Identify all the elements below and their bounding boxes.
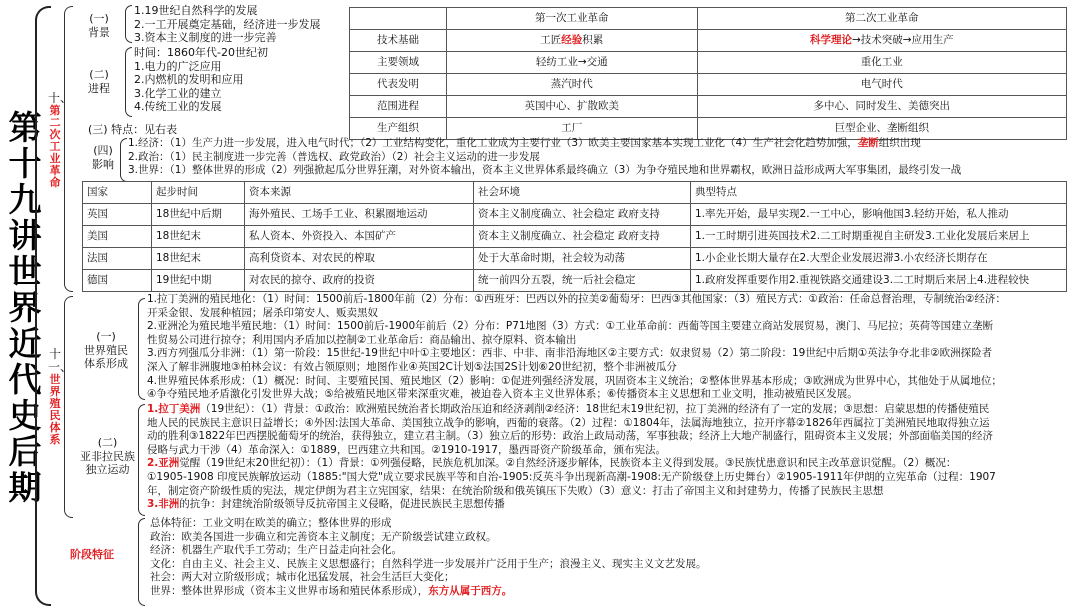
- stage-feature-line: 总体特征：工业文明在欧美的确立；整体世界的形成: [150, 517, 392, 529]
- independence-text: （19世纪）：（1）背景：①政治：欧洲殖民统治者长期政治压迫和经济剥削②经济：18世纪末19世纪初，拉丁美洲的经济有了一定的发展；③思想：启蒙思想的传播使殖民: [200, 403, 990, 415]
- impact-text: 1.经济：（1）生产力进一步发展，进入电气时代；（2）工业结构变化，重化工业成为主要行业（3）欧美主要国家基本实现工业化（4）生产社会化趋势加强，: [128, 137, 858, 149]
- independence-highlight: 2.亚洲: [147, 457, 180, 470]
- table-header: 典型特点: [691, 182, 1067, 204]
- stage-feature-line: 政治：欧美各国进一步确立和完善资本主义制度；无产阶级尝试建立政权。: [150, 530, 497, 543]
- background-label: (一) 背景: [88, 12, 110, 39]
- table-header: 国家: [83, 182, 152, 204]
- table-cell: 美国: [83, 226, 152, 248]
- independence-line: ①1905-1908 印度民族解放运动（1885:"国大党"成立要求民族平等和自治-1905:反英斗争出现新高潮-1908:无产阶级登上历史舞台）②1905-1911年伊朗的立宪革命（过程：1907: [147, 470, 996, 483]
- table-header: 资本来源: [245, 182, 474, 204]
- stage-features-list: [150, 517, 707, 599]
- independence-line: [147, 498, 996, 512]
- section-11-title: 世界殖民体系: [49, 373, 61, 446]
- stage-feature-line: 经济：机器生产取代手工劳动；生产日益走向社会化。: [150, 544, 402, 557]
- cell-text: 积累: [582, 33, 604, 46]
- table-cell: 巨型企业、垄断组织: [697, 118, 1066, 140]
- progress-item: 2.内燃机的发明和应用: [134, 73, 244, 86]
- section-11-label: [48, 347, 73, 446]
- independence-line: [147, 457, 996, 471]
- table-row: [83, 270, 1067, 292]
- stage-feature-text: 世界：整体世界形成（资本主义世界市场和殖民体系形成），: [150, 584, 429, 597]
- stage-feature-line: 文化：自由主义、社会主义、民族主义思想盛行；自然科学进一步发展并广泛用于生产；浪漫主义、现实主义文艺发展。: [150, 557, 707, 570]
- table-cell: 蒸汽时代: [447, 74, 698, 96]
- table-cell: 19世纪中期: [152, 270, 245, 292]
- table-cell: [447, 30, 698, 52]
- table-cell: 私人资本、外资投入、本国矿产: [245, 226, 474, 248]
- impact-economy: [128, 137, 961, 151]
- table-row: [350, 96, 1067, 118]
- table-cell: 处于大革命时期，社会较为动荡: [474, 248, 691, 270]
- background-list: [134, 4, 321, 45]
- independence-line: 地人民的民族民主意识日益增长；④外因:法国大革命、美国独立战争的影响，西葡的衰落。（2）过程：①1804年，法属海地独立，拉开序幕②1826年西属拉丁美洲殖民地取得独立运: [147, 416, 990, 429]
- independence-highlight: 1.拉丁美洲: [147, 403, 201, 415]
- background-brace: [125, 5, 132, 43]
- colonial-formation-line: 2.亚洲沦为殖民地半殖民地：（1）时间：1500前后-1900年前后（2）分布：P71地图（3）方式：①工业革命前：西葡等国主要建立商站发展贸易，澳门、马尼拉；英荷等国建立垄断: [147, 320, 994, 333]
- table-cell: 电气时代: [697, 74, 1066, 96]
- progress-item: 3.化学工业的建立: [134, 86, 222, 100]
- progress-item: 4.传统工业的发展: [134, 100, 222, 113]
- section-11-number: 十一、: [48, 347, 73, 374]
- country-industrialization-table: [82, 181, 1067, 292]
- table-cell: 1.小企业长期大量存在2.大型企业发展迟滞3.小农经济长期存在: [691, 248, 1067, 270]
- table-row: [350, 74, 1067, 96]
- stage-feature-highlight: 东方从属于西方。: [428, 584, 513, 597]
- table-cell: 高利贷资本、对农民的榨取: [245, 248, 474, 270]
- impact-brace: [120, 138, 127, 182]
- colonial-formation-line: 4.世界殖民体系形成：（1）概况：时间、主要殖民国、殖民地区（2）影响：①促进列强经济发展，巩固资本主义统治；②整体世界基本形成；③欧洲成为世界中心，其他处于从属地位；: [147, 374, 1002, 387]
- colonial-formation-list: [147, 293, 1006, 402]
- independence-text: 的抗争：封建统治阶级领导反抗帝国主义侵略，促进民族民主思想传播: [179, 498, 505, 511]
- table-cell: 资本主义制度确立、社会稳定 政府支持: [474, 204, 691, 226]
- background-item: 2.一工开展奠定基础，经济进一步发展: [134, 17, 321, 31]
- colonial-formation-line: 深入了解非洲腹地③柏林会议：有效占领原则；地图作业④英国2C计划⑤法国2S计划⑥20世纪初，整个非洲被瓜分: [147, 360, 677, 373]
- progress-list: [134, 46, 268, 114]
- cell-highlight: 经验: [561, 33, 583, 46]
- table-cell: 多中心、同时发生、美德突出: [697, 96, 1066, 118]
- row-label: 主要领域: [350, 52, 447, 74]
- colonial-formation-line: ④争夺殖民地矛盾激化引发世界大战；⑤给被殖民地区带来深重灾难，被迫卷入资本主义世界体系；⑥传播资本主义思想和工业文明，推动被殖民区发展。: [147, 388, 858, 401]
- stage-features-label: 阶段特征: [70, 548, 114, 561]
- colonial-formation-line: 3.西方列强瓜分非洲：（1）第一阶段：15世纪-19世纪中叶①主要地区：西非、中非、南非沿海地区②主要方式：奴隶贸易（2）第二阶段：19世纪中后期①英法争夺北非②欧洲探险者: [147, 347, 993, 360]
- progress-item: 1.电力的广泛应用: [134, 59, 222, 73]
- cell-text: 工匠: [540, 33, 562, 46]
- independence-highlight: 3.非洲: [147, 498, 180, 511]
- impact-list: [128, 137, 961, 178]
- independence-label: (二) 亚非拉民族 独立运动: [80, 436, 135, 476]
- colonial-formation-brace: [138, 298, 145, 400]
- background-item: 3.资本主义制度的进一步完善: [134, 31, 277, 44]
- section-10-title: 第二次工业革命: [49, 104, 61, 189]
- table-header: 社会环境: [474, 182, 691, 204]
- table-cell: 英国中心、扩散欧美: [447, 96, 698, 118]
- table-row: [350, 52, 1067, 74]
- independence-line: [147, 403, 996, 417]
- table-cell: 1.一工时期引进英国技术2.二工时期重视自主研发3.工业化发展后来居上: [691, 226, 1067, 248]
- section-10-label: [48, 91, 73, 189]
- table-header: 起步时间: [152, 182, 245, 204]
- independence-brace: [138, 404, 145, 516]
- table-cell: 18世纪末: [152, 248, 245, 270]
- cell-text: →技术突破→应用生产: [851, 33, 954, 46]
- table-cell: 工厂: [447, 118, 698, 140]
- row-label: 范围进程: [350, 96, 447, 118]
- impact-text: 组织出现: [878, 137, 921, 149]
- stage-feature-world: [150, 585, 707, 599]
- colonial-formation-line: 1.拉丁美洲的殖民地化：（1）时间：1500前后-1800年前（2）分布：①西班牙：巴西以外的拉美②葡萄牙：巴西③其他国家：（3）殖民方式：①政治：任命总督治理，专制统治②经济：: [147, 293, 1006, 305]
- table-row: [83, 204, 1067, 226]
- features-text: (三) 特点：见右表: [88, 123, 178, 136]
- table-cell: 轻纺工业→交通: [447, 52, 698, 74]
- progress-brace: [125, 47, 132, 117]
- independence-line: 侵略与武力干涉（4）革命深入：①1889，巴西建立共和国。②1910-1917，墨西哥资产阶级革命，颁布宪法。: [147, 443, 666, 456]
- table-cell: 对农民的掠夺、政府的投资: [245, 270, 474, 292]
- table-row: [350, 30, 1067, 52]
- progress-time: 时间：1860年代-20世纪初: [134, 46, 268, 59]
- table-cell: 资本主义制度确立、社会稳定 政府支持: [474, 226, 691, 248]
- table-header: 第二次工业革命: [697, 8, 1066, 30]
- table-header: [350, 8, 447, 30]
- independence-line: 动的胜利③1822年巴西摆脱葡萄牙的统治，获得独立，建立君主制。（3）独立后的形势：政治上政局动荡，军事独裁；经济上大地产制盛行，阻碍资本主义发展；外部面临美国的经济: [147, 430, 994, 443]
- progress-label: (二) 进程: [88, 68, 110, 95]
- colonial-formation-line: 性贸易公司进行掠夺；利用国内矛盾加以控制②工业革命后：商品输出、掠夺原料、资本输出: [147, 333, 577, 346]
- independence-text: 觉醒（19世纪末20世纪初）：（1）背景：①列强侵略，民族危机加深。②自然经济逐步解体，民族资本主义得到发展。③民族忧患意识和民主改革意识觉醒。（2）概况：: [179, 457, 957, 470]
- table-cell: 法国: [83, 248, 152, 270]
- impact-highlight: 垄断: [857, 137, 879, 149]
- table-cell: 海外殖民、工场手工业、积累圈地运动: [245, 204, 474, 226]
- industrial-revolution-comparison-table: [349, 7, 1067, 140]
- table-row: [83, 226, 1067, 248]
- table-cell: 统一前四分五裂，统一后社会稳定: [474, 270, 691, 292]
- independence-list: [147, 403, 996, 512]
- table-cell: 重化工业: [697, 52, 1066, 74]
- impact-world: 3.世界：（1）整体世界的形成（2）列强掀起瓜分世界狂潮，对外资本输出，资本主义世界体系最终确立（3）为争夺殖民地和世界霸权，欧洲日益形成两大军事集团，最终引发一战: [128, 164, 962, 177]
- section-11-brace: [64, 296, 73, 518]
- table-cell: 18世纪中后期: [152, 204, 245, 226]
- table-cell: 英国: [83, 204, 152, 226]
- table-cell: [697, 30, 1066, 52]
- colonial-formation-line: 开采金银、发展种植园；屠杀印第安人、贩卖黑奴: [147, 306, 378, 319]
- impact-label: (四) 影响: [92, 144, 114, 171]
- table-cell: 德国: [83, 270, 152, 292]
- row-label: 生产组织: [350, 118, 447, 140]
- table-header: 第一次工业革命: [447, 8, 698, 30]
- cell-highlight: 科学理论: [809, 33, 852, 46]
- table-cell: 1.政府发挥重要作用2.重视铁路交通建设3.二工时期后来居上4.进程较快: [691, 270, 1067, 292]
- table-row: [83, 248, 1067, 270]
- stage-features-brace: [138, 518, 145, 606]
- section-10-number: 十、: [48, 91, 73, 105]
- table-header-row: [83, 182, 1067, 204]
- independence-line: 年，制定资产阶级性质的宪法，规定伊朗为君主立宪国家，结果：在统治阶级和俄英镇压下失败）（3）意义：打击了帝国主义和封建势力，传播了民族民主思想: [147, 484, 884, 497]
- row-label: 技术基础: [350, 30, 447, 52]
- table-cell: 1.率先开始，最早实现2.一工中心，影响他国3.轻纺开始，私人推动: [691, 204, 1067, 226]
- section-10-brace: [64, 6, 73, 292]
- row-label: 代表发明: [350, 74, 447, 96]
- impact-politics: 2.政治：（1）民主制度进一步完善（普选权、政党政治）（2）社会主义运动的进一步发展: [128, 150, 540, 163]
- stage-feature-line: 社会：两大对立阶级形成；城市化迅猛发展，社会生活巨大变化；: [150, 571, 455, 584]
- colonial-formation-label: (一) 世界殖民 体系形成: [84, 330, 128, 370]
- table-cell: 18世纪末: [152, 226, 245, 248]
- page-title: 第十九讲 世界近代史后期: [8, 108, 42, 507]
- background-item: 1.19世纪自然科学的发展: [134, 4, 258, 17]
